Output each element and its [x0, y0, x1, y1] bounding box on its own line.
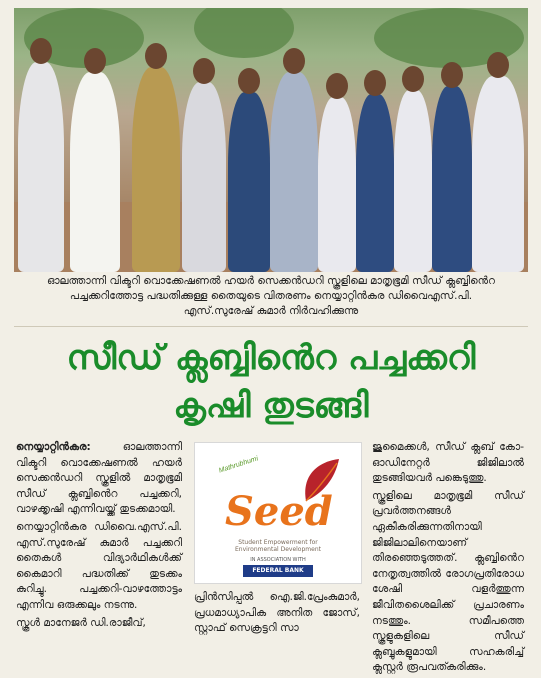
sponsor-note: IN ASSOCIATION WITH — [250, 557, 306, 563]
news-photo — [14, 8, 528, 272]
headline-line-2: കൃഷി തുടങ്ങി — [173, 386, 369, 426]
article-column-1 — [16, 440, 182, 633]
article-paragraph-5: ജുമൈക്കൾ, സീഡ് ക്ലബ് കോ-ഓഡിനേറ്റർ ജിജിലാൽ തുടങ്ങിയവർ പങ്കെടുത്തു. — [372, 441, 524, 485]
brand-text: Mathrubhumi — [218, 455, 260, 475]
divider — [14, 326, 528, 327]
headline — [14, 334, 528, 430]
caption-line-1: ഓലത്താന്നി വിക്ടറി വൊക്കേഷണൽ ഹയർ സെക്കൻഡറി സ്കൂളിലെ മാതൃഭൂമി സീഡ് ക്ലബ്ബിൻെറ — [47, 275, 495, 287]
headline-line-1: സീഡ് ക്ലബ്ബിൻെറ പച്ചക്കറി — [66, 338, 476, 378]
federal-bank-logo: FEDERAL BANK — [243, 565, 313, 577]
article-paragraph-1: ഓലത്താന്നി വിക്ടറി വൊക്കേഷണൽ ഹയർ സെക്കൻഡറി സ്കൂളിൽ മാതൃഭൂമി സീഡ് ക്ലബ്ബിൻെറ പച്ചക്കറി, വാഴക്കൃഷി എന്നിവയ്ക്ക് തുടക്കമായി. — [16, 441, 182, 516]
dateline: നെയ്യാറ്റിൻകര: — [16, 441, 91, 453]
caption-line-2: പച്ചക്കറിത്തോട്ട പദ്ധതിക്കുള്ള തൈയുടെ വിതരണം നെയ്യാറ്റിൻകര ഡിവൈഎസ്.പി. — [69, 290, 473, 302]
article-column-2 — [194, 590, 360, 639]
photo-caption — [14, 274, 528, 319]
article-column-3 — [372, 440, 524, 678]
seed-word: Seed — [225, 488, 333, 535]
seed-logo-graphic — [211, 453, 345, 541]
seed-logo — [194, 442, 362, 584]
article-paragraph-3: സ്കൂൾ മാനേജർ ഡി.രാജീവ്, — [16, 616, 146, 629]
article-paragraph-4: പ്രിൻസിപ്പൽ ഐ.ജി.പ്രേംകുമാർ, പ്രധമാധ്യാപിക അനിത ജോസ്, സ്റ്റാഫ് സെക്രട്ടറി സാ — [194, 591, 360, 635]
seed-tagline-2: Environmental Development — [235, 546, 321, 553]
article-paragraph-6: സ്കൂളിലെ മാതൃഭൂമി സീഡ് പ്രവർത്തനങ്ങൾ ഏകീകരിക്കുന്നതിനായി ജിജിലാലിനെയാണ് തിരഞ്ഞെടുത്തത്. ക്ലബ്ബിൻെറ നേതൃത്വത്തിൽ രോഗപ്രതിരോധ ശേഷി വളർത്തുന്ന ജീവിതശൈലിക്ക് പ്രചാരണം നടത്തും. സമീപത്തെ സ്കൂളുകളിലെ സീഡ് ക്ലബ്ബുകളുമായി സഹകരിച്ച് ക്ലസ്റ്റർ രൂപവത്കരിക്കും. — [372, 489, 524, 674]
seed-tagline — [211, 539, 345, 553]
seed-tagline-1: Student Empowerment for — [238, 539, 318, 546]
caption-line-3: എസ്.സുരേഷ് കുമാർ നിർവഹിക്കുന്നു — [183, 305, 359, 317]
article-paragraph-2: നെയ്യാറ്റിൻകര ഡിവൈ.എസ്.പി. എസ്.സുരേഷ് കുമാർ പച്ചക്കറി തൈകൾ വിദ്യാർഥികൾക്ക് കൈമാറി പദ്ധതിക്ക് തുടക്കം കുറിച്ചു. പച്ചക്കറി-വാഴത്തോട്ടം എന്നിവ ഒരുക്കലും നടന്നു. — [16, 520, 182, 611]
